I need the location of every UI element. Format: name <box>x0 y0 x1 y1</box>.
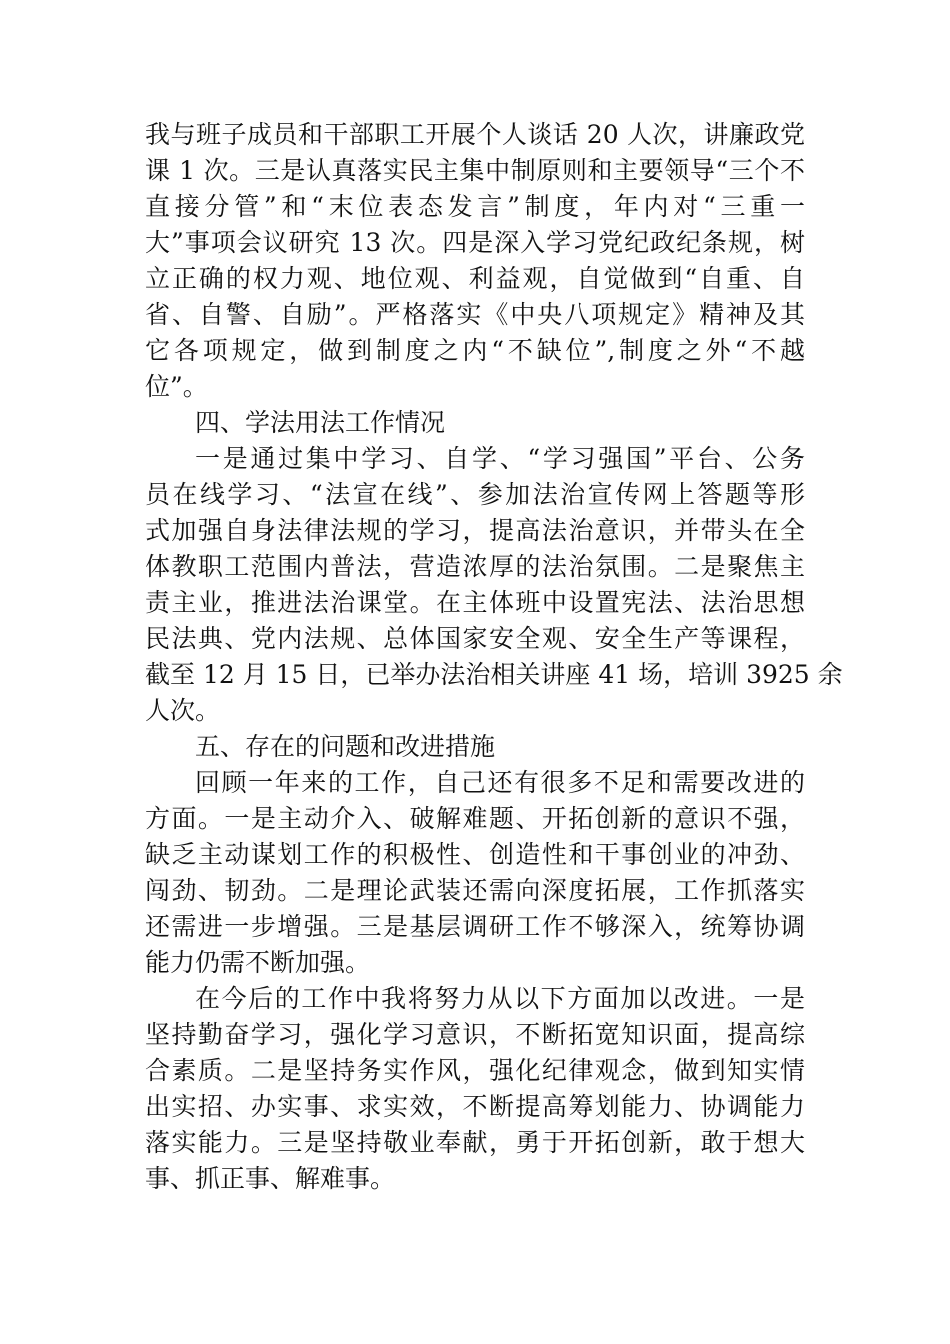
text-line: 大”事项会议研究 13 次。四是深入学习党纪政纪条规，树 <box>145 228 805 257</box>
text-line: 省、自警、自励”。严格落实《中央八项规定》精神及其 <box>145 300 805 329</box>
section-heading-law: 四、学法用法工作情况 <box>195 408 446 437</box>
text-line: 民法典、党内法规、总体国家安全观、安全生产等课程， <box>145 624 805 653</box>
text-line: 方面。一是主动介入、破解难题、开拓创新的意识不强， <box>145 804 805 833</box>
text-line: 直接分管”和“末位表态发言”制度，年内对“三重一 <box>145 192 805 221</box>
text-line: 责主业，推进法治课堂。在主体班中设置宪法、法治思想 <box>145 588 805 617</box>
text-line: 立正确的权力观、地位观、利益观，自觉做到“自重、自 <box>145 264 805 293</box>
text-line: 体教职工范围内普法，营造浓厚的法治氛围。二是聚焦主 <box>145 552 805 581</box>
text-line: 出实招、办实事、求实效，不断提高筹划能力、协调能力 <box>145 1092 805 1121</box>
text-line: 它各项规定，做到制度之内“不缺位”,制度之外“不越 <box>145 336 805 365</box>
text-line: 缺乏主动谋划工作的积极性、创造性和干事创业的冲劲、 <box>145 840 805 869</box>
text-line: 坚持勤奋学习，强化学习意识，不断拓宽知识面，提高综 <box>145 1020 805 1049</box>
text-line: 事、抓正事、解难事。 <box>145 1164 396 1193</box>
paragraph-law-study <box>145 441 843 729</box>
paragraph-problems <box>145 765 805 981</box>
text-line: 人次。 <box>145 696 221 725</box>
text-line: 一是通过集中学习、自学、“学习强国”平台、公务 <box>195 444 805 473</box>
section-heading-problems: 五、存在的问题和改进措施 <box>195 732 496 761</box>
text-line: 闯劲、韧劲。二是理论武装还需向深度拓展，工作抓落实 <box>145 876 805 905</box>
text-line: 还需进一步增强。三是基层调研工作不够深入，统筹协调 <box>145 912 805 941</box>
text-line: 课 1 次。三是认真落实民主集中制原则和主要领导“三个不 <box>145 156 805 185</box>
text-line: 我与班子成员和干部职工开展个人谈话 20 人次，讲廉政党 <box>145 120 805 149</box>
text-line: 在今后的工作中我将努力从以下方面加以改进。一是 <box>195 984 805 1013</box>
text-line: 落实能力。三是坚持敬业奉献，勇于开拓创新，敢于想大 <box>145 1128 805 1157</box>
text-line: 合素质。二是坚持务实作风，强化纪律观念，做到知实情 <box>145 1056 805 1085</box>
paragraph-improvements <box>145 981 805 1197</box>
text-line: 回顾一年来的工作，自己还有很多不足和需要改进的 <box>195 768 805 797</box>
text-line: 截至 12 月 15 日，已举办法治相关讲座 41 场，培训 3925 余 <box>145 660 843 689</box>
text-line: 位”。 <box>145 372 208 401</box>
paragraph-discipline-continued <box>145 117 805 405</box>
text-line: 能力仍需不断加强。 <box>145 948 371 977</box>
text-line: 员在线学习、“法宣在线”、参加法治宣传网上答题等形 <box>145 480 805 509</box>
text-line: 式加强自身法律法规的学习，提高法治意识，并带头在全 <box>145 516 805 545</box>
